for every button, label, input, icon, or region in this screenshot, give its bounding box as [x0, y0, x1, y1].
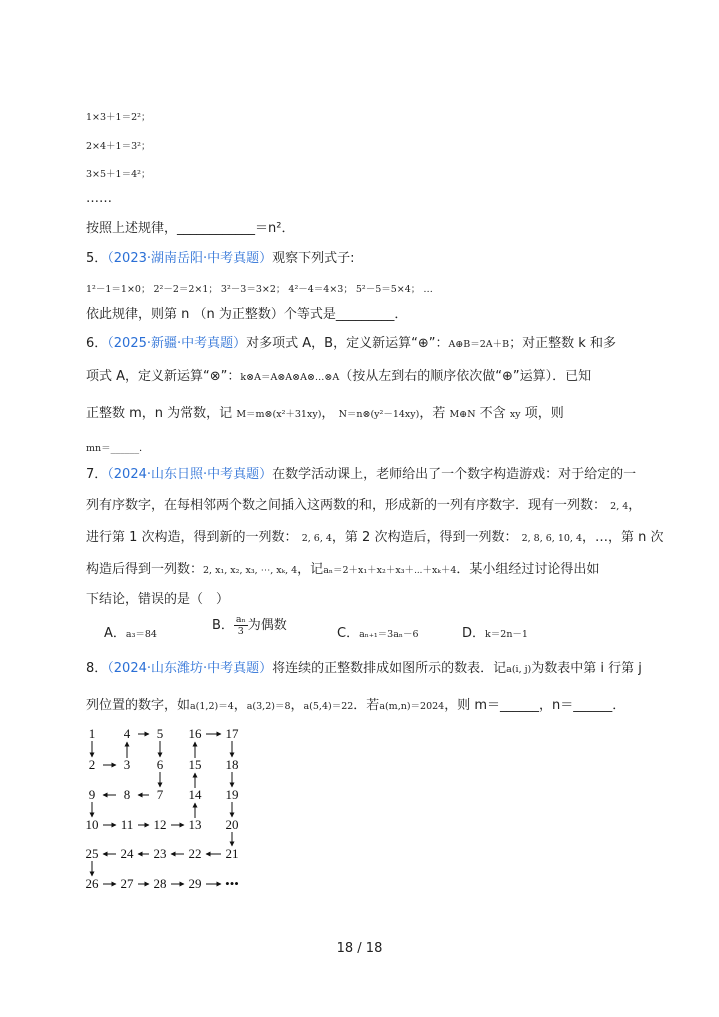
q7-number: 7．	[86, 467, 108, 482]
q7-source: （2024·山东日照·中考真题）	[107, 467, 273, 482]
table-number: 17	[225, 726, 239, 741]
q7-option-c[interactable]	[337, 622, 419, 641]
q6-formula: M⊕N	[449, 409, 476, 420]
pattern-rule: 按照上述规律，____________＝n²．	[86, 221, 295, 236]
table-numbers	[86, 726, 240, 891]
q6-formula: M＝m⊗(x²＋31xy)	[236, 409, 322, 420]
q8-text: 为数表中第 i 行第 j	[531, 661, 642, 676]
table-number: 29	[188, 876, 202, 891]
q6-text: 正整数 m，n 为常数，记	[86, 406, 233, 421]
option-label: A．	[104, 626, 126, 641]
table-number: 1	[88, 726, 96, 741]
table-number: 25	[85, 846, 99, 861]
q8-text: ．若	[353, 698, 380, 713]
table-number: 8	[123, 787, 131, 802]
table-number: 28	[153, 876, 167, 891]
table-number: 5	[156, 726, 164, 741]
q7-text: 构造后得到一列数：	[86, 562, 204, 577]
q7-text: ．某小组经过讨论得出如	[456, 562, 600, 577]
q6-line-1	[86, 335, 616, 354]
table-number: 10	[85, 817, 99, 832]
q7-text: ，…，第 n 次	[582, 530, 664, 545]
option-formula: aₙ₊₁＝3aₙ－6	[359, 629, 419, 640]
table-number: 18	[225, 757, 239, 772]
q7-line-1	[86, 466, 636, 484]
q8-source: （2024·山东潍坊·中考真题）	[107, 661, 273, 676]
q8-text: ，	[290, 698, 304, 713]
table-number: 11	[120, 817, 134, 832]
q7-text: 列有序数字，在每相邻两个数之间插入这两数的和，形成新的一列有序数字．现有一列数：	[86, 498, 607, 513]
q6-line-4: mn＝______．	[86, 443, 149, 454]
q8-text: 列位置的数字，如	[86, 698, 191, 713]
table-number: 21	[225, 846, 239, 861]
table-number: 14	[188, 787, 202, 802]
fraction-numerator: aₙ	[235, 614, 246, 625]
q7-text: 进行第 1 次构造，得到新的一列数：	[86, 530, 298, 545]
q6-text: ，	[321, 406, 335, 421]
table-number: 27	[120, 876, 134, 891]
table-number: 26	[85, 876, 99, 891]
table-number: 22	[188, 846, 202, 861]
q6-formula: N＝n⊗(y²－14xy)	[338, 409, 420, 420]
q7-option-a[interactable]	[104, 622, 157, 641]
number-table-figure	[80, 722, 260, 894]
table-number: 20	[225, 817, 239, 832]
q8-formula: a(5,4)＝22	[303, 701, 354, 712]
q7-option-d[interactable]	[462, 622, 528, 641]
q7-text: ，	[628, 498, 642, 513]
q7-text: 在数学活动课上，老师给出了一个数字构造游戏：对于给定的一	[272, 467, 637, 482]
page-number: 18 / 18	[336, 941, 383, 956]
q6-text: 项，则	[524, 406, 564, 421]
q6-text: ，若	[419, 406, 446, 421]
q6-number: 6．	[86, 336, 108, 351]
table-number: 4	[123, 726, 131, 741]
q5-text: 观察下列式子:	[272, 251, 355, 266]
q6-text: （按从左到右的顺序依次做“⊕”运算）．已知	[339, 369, 592, 384]
q7-formula: 2, 6, 4	[301, 533, 332, 544]
q8-formula: a(3,2)＝8	[246, 701, 291, 712]
q8-text: ，	[233, 698, 247, 713]
q8-formula: a(i, j)	[506, 664, 532, 675]
table-number: 2	[88, 757, 96, 772]
q6-formula: xy	[509, 409, 521, 420]
q7-text: ，第 2 次构造后，得到一列数：	[331, 530, 518, 545]
table-number: 12	[153, 817, 167, 832]
q8-number: 8．	[86, 661, 108, 676]
q6-formula: A⊕B＝2A＋B	[448, 339, 510, 350]
q8-line-1	[86, 660, 642, 679]
q7-line-2	[86, 497, 641, 516]
q7-line-5: 下结论，错误的是（ ）	[86, 592, 230, 607]
q6-line-3	[86, 405, 564, 424]
q5-ask: 依此规律，则第 n （n 为正整数）个等式是_________．	[86, 307, 408, 322]
option-label: B．	[212, 618, 234, 633]
q7-line-4	[86, 561, 599, 580]
table-number: •••	[225, 876, 239, 891]
option-label: C．	[337, 626, 360, 641]
pattern-line-2: 2×4＋1＝3²；	[86, 141, 151, 152]
pattern-dots: ……	[86, 191, 112, 206]
q8-text: 将连续的正整数排成如图所示的数表．记	[272, 661, 507, 676]
option-fraction	[234, 614, 248, 637]
q6-text: 对多项式 A，B，定义新运算“⊕”：	[246, 336, 449, 351]
fraction-denominator: 3	[237, 626, 244, 637]
q6-line-2	[86, 368, 591, 387]
table-number: 7	[156, 787, 164, 802]
option-label: D．	[462, 626, 486, 641]
q7-option-b[interactable]	[212, 614, 287, 637]
q5-equations: 1²－1＝1×0； 2²－2＝2×1； 3²－3＝3×2； 4²－4＝4×3； 5²－5＝5×4； …	[86, 284, 433, 295]
option-text: 为偶数	[247, 618, 287, 633]
pattern-line-3: 3×5＋1＝4²；	[86, 169, 151, 180]
q8-formula: a(1,2)＝4	[190, 701, 234, 712]
q8-formula: a(m,n)＝2024	[379, 701, 445, 712]
q6-text: 不含	[479, 406, 506, 421]
q5-header	[86, 250, 355, 268]
table-number: 23	[153, 846, 167, 861]
table-number: 24	[120, 846, 134, 861]
option-formula: k＝2n－1	[485, 629, 528, 640]
q7-formula: 2, 4	[610, 501, 629, 512]
table-number: 3	[123, 757, 131, 772]
q6-text: ；对正整数 k 和多	[509, 336, 616, 351]
q5-number: 5．	[86, 251, 108, 266]
table-number: 19	[225, 787, 239, 802]
table-number: 9	[88, 787, 96, 802]
q7-line-3	[86, 529, 664, 548]
table-number: 6	[156, 757, 164, 772]
q8-line-2	[86, 697, 625, 716]
q8-text: ，则 m＝______，n＝______．	[444, 698, 626, 713]
option-formula: a₃＝84	[125, 629, 157, 640]
q7-text: ，记	[297, 562, 324, 577]
q5-source: （2023·湖南岳阳·中考真题）	[107, 251, 273, 266]
q6-source: （2025·新疆·中考真题）	[107, 336, 247, 351]
q7-formula: 2, 8, 6, 10, 4	[521, 533, 583, 544]
q7-formula: 2, x₁, x₂, x₃, ⋯, xₖ, 4	[203, 565, 298, 576]
table-number: 13	[188, 817, 202, 832]
pattern-line-1: 1×3＋1＝2²；	[86, 112, 151, 123]
q6-text: 项式 A，定义新运算“⊗”：	[86, 369, 241, 384]
q6-formula: k⊗A＝A⊗A⊗A⊗…⊗A	[240, 372, 340, 383]
table-number: 15	[188, 757, 202, 772]
table-number: 16	[188, 726, 202, 741]
q7-formula: aₙ＝2＋x₁＋x₂＋x₃＋⋯＋xₖ＋4	[323, 565, 457, 576]
